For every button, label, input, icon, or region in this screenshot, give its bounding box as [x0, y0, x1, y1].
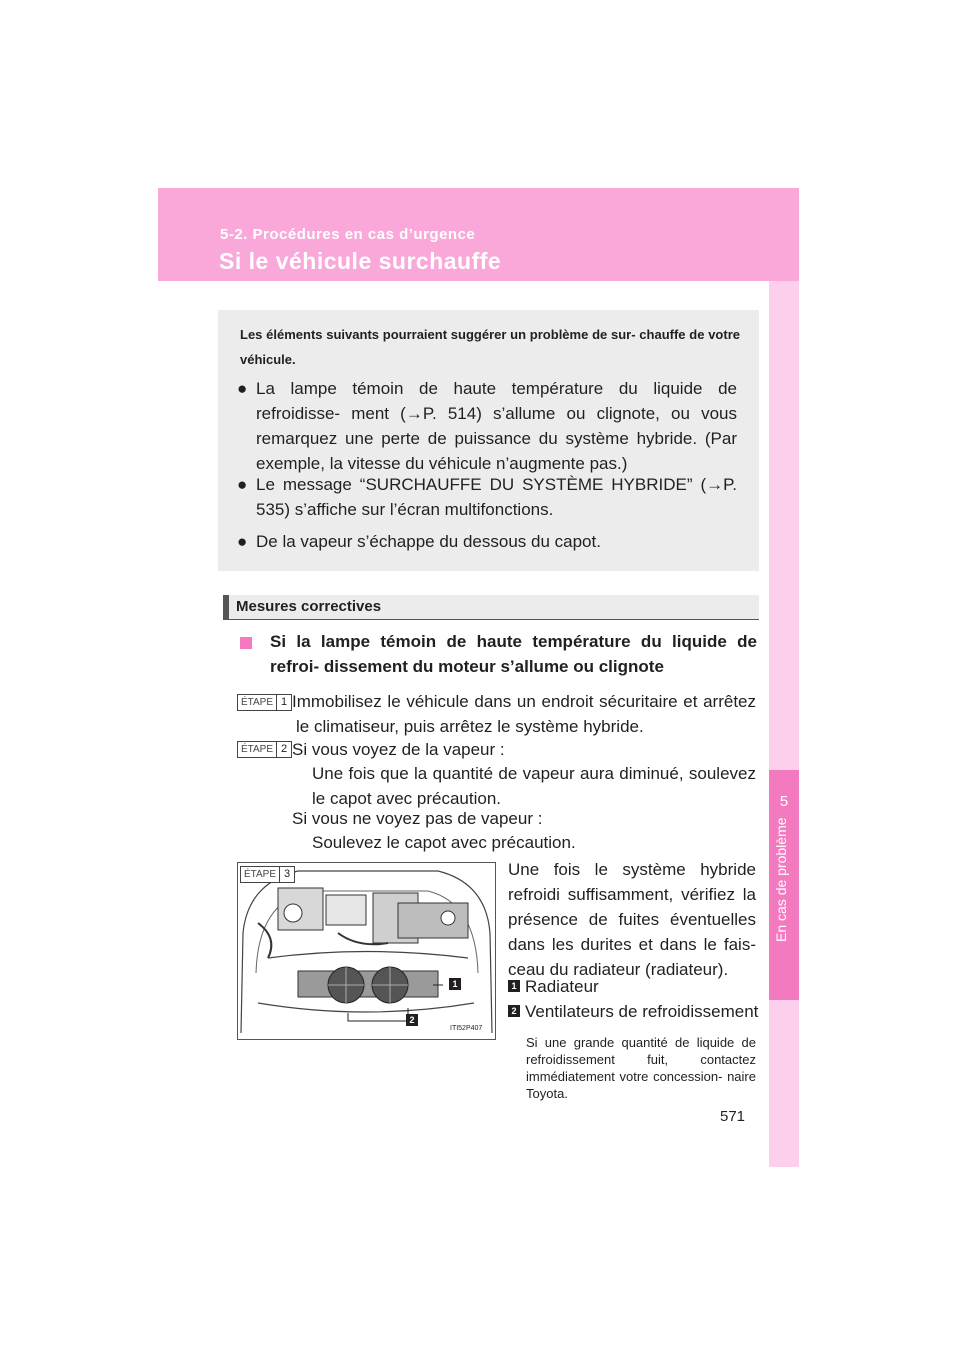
step-2-badge: [237, 741, 292, 758]
section-label: 5-2. Procédures en cas d’urgence: [220, 226, 476, 243]
bullet-icon: ●: [237, 475, 248, 494]
side-tab: [769, 281, 799, 1167]
item-2-label: Ventilateurs de refroidissement: [525, 1002, 759, 1021]
step-2-case-2-action: Soulevez le capot avec précaution.: [312, 833, 576, 852]
info-bullet: La lampe témoin de haute température du liquide de refroidisse- ment (→P. 514) s’allume ou clignote, ou vous remarquez une perte de puissance du système hybride. (Par exemple, la vitesse du véhicule n’augmente pas.): [256, 379, 737, 473]
engine-illustration: [237, 862, 496, 1040]
square-bullet-icon: [240, 637, 252, 649]
step-3-badge: [240, 866, 295, 883]
step-2-case-1-action: Une fois que la quantité de vapeur aura diminué, soulevez le capot avec précaution.: [312, 764, 756, 808]
chapter-title: En cas de problème: [773, 817, 789, 942]
item-1-number: 1: [508, 980, 520, 992]
step-label: ÉTAPE: [243, 869, 277, 880]
section-heading-marker: [223, 595, 229, 620]
callout-2: 2: [406, 1014, 418, 1026]
figure-code: ITI52P407: [450, 1025, 483, 1032]
step-number: 1: [276, 695, 291, 710]
info-intro: Les éléments suivants pourraient suggérer un problème de sur- chauffe de votre véhicule.: [240, 327, 740, 367]
item-2-number: 2: [508, 1005, 520, 1017]
step-number: 3: [279, 867, 294, 882]
condition-heading: Si la lampe témoin de haute température du liquide de refroi- dissement du moteur s’allume ou clignote: [270, 632, 757, 676]
page-number: 571: [720, 1108, 746, 1125]
step-2-case-1: Si vous voyez de la vapeur :: [292, 740, 505, 759]
step-1-badge: [237, 694, 292, 711]
info-bullet: Le message “SURCHAUFFE DU SYSTÈME HYBRIDE” (→P. 535) s’affiche sur l’écran multifonctions.: [256, 475, 737, 519]
page-title: Si le véhicule surchauffe: [219, 248, 502, 274]
bullet-icon: ●: [237, 379, 248, 398]
bullet-icon: ●: [237, 532, 248, 551]
item-1-label: Radiateur: [525, 977, 599, 996]
engine-compartment-drawing: [238, 863, 495, 1039]
callout-1: 1: [449, 978, 461, 990]
info-bullet: De la vapeur s’échappe du dessous du capot.: [256, 532, 601, 551]
section-heading: Mesures correctives: [236, 598, 382, 615]
step-label: ÉTAPE: [240, 697, 274, 708]
step-number: 2: [276, 742, 291, 757]
step-3-text: Une fois le système hybride refroidi suffisamment, vérifiez la présence de fuites éventuelles dans les durites et dans le fais- ceau du radiateur (radiateur).: [508, 860, 756, 979]
note-text: Si une grande quantité de liquide de refroidissement fuit, contactez immédiatement votre concession- naire Toyota.: [526, 1035, 756, 1101]
step-label: ÉTAPE: [240, 744, 274, 755]
chapter-number: 5: [779, 793, 789, 810]
step-2-case-2: Si vous ne voyez pas de vapeur :: [292, 809, 543, 828]
step-1-text: Immobilisez le véhicule dans un endroit sécuritaire et arrêtez le climatiseur, puis arrêtez le système hybride.: [292, 692, 756, 736]
